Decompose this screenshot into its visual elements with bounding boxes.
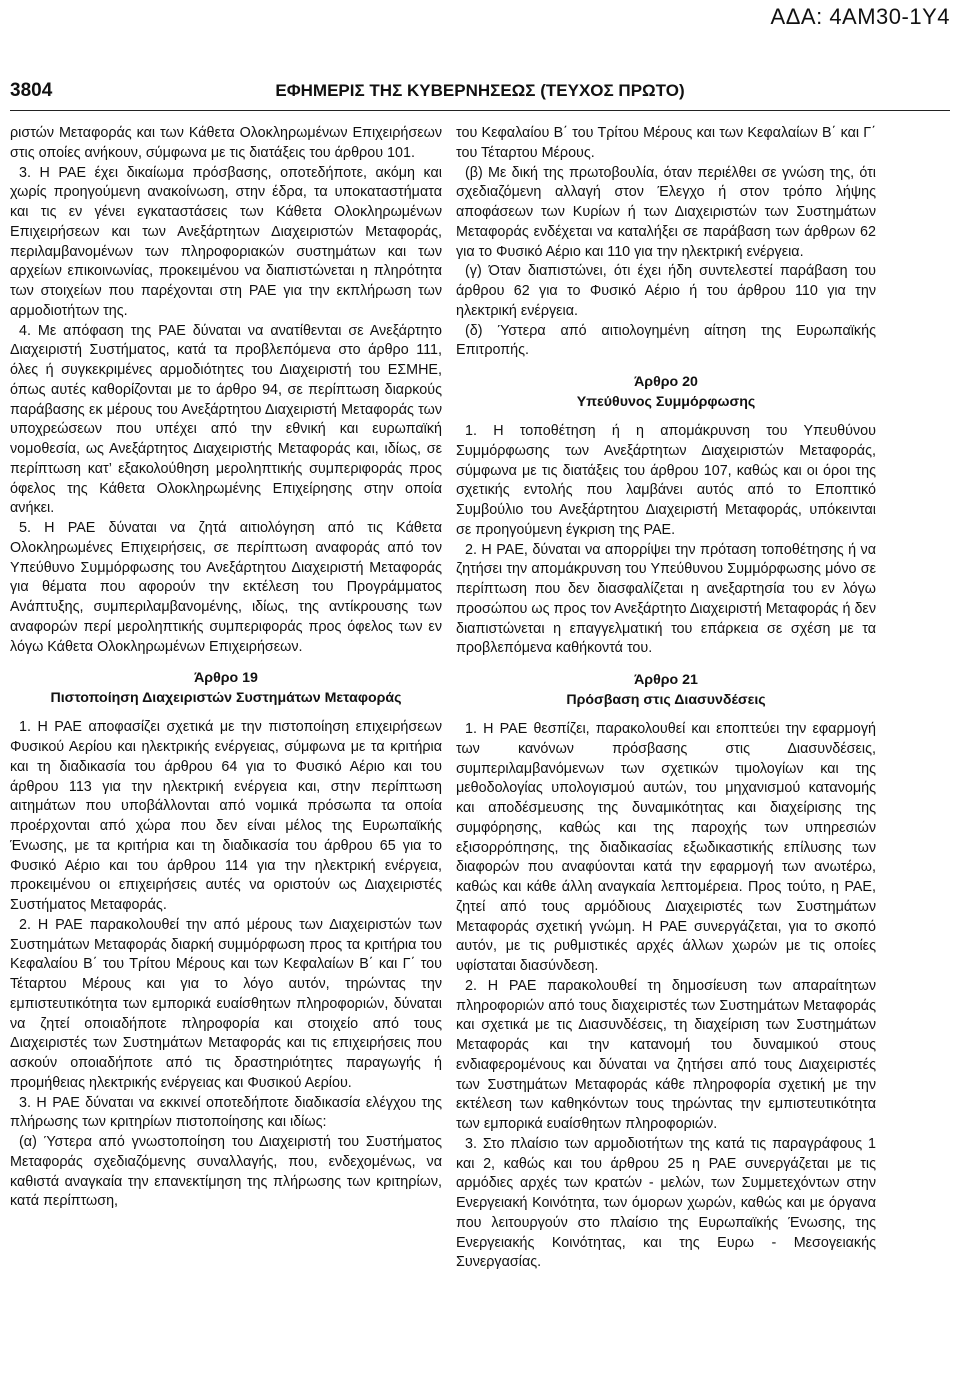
paragraph-4: 4. Με απόφαση της ΡΑΕ δύναται να ανατίθενται σε Ανεξάρτητο Διαχειριστή Συστήματος, κατά τα προβλεπόμενα στο άρθρο 111, όλες ή συγκεκριμένες αρμοδιότητες του Διαχειριστή του ΕΣΜΗΕ, όπως αυτές καθορίζονται με το άρθρο 94, σε περίπτωση διαρκούς παράβασης εκ μέρους του Ανεξάρτητου Διαχειριστή Μεταφοράς των υποχρεώσεων που υπέχει από την εθνική και ευρωπαϊκή νομοθεσία, ως Ανεξάρτητος Διαχειριστής Μεταφοράς και, ιδίως, σε περίπτωση κατ’ εξακολούθηση μεροληπτικής συμπεριφοράς προς όφελος της Κάθετα Ολοκληρωμένης Επιχείρησης στην οποία ανήκει. bbox=[10, 322, 442, 517]
paragraph-continuation-right: του Κεφαλαίου Β΄ του Τρίτου Μέρους και των Κεφαλαίων Β΄ και Γ΄ του Τέταρτου Μέρους. bbox=[456, 125, 876, 161]
article-19-paragraph-2: 2. Η ΡΑΕ παρακολουθεί την από μέρους των Διαχειριστών των Συστημάτων Μεταφοράς διαρκή συμμόρφωση προς τα κριτήρια του Κεφαλαίου Β΄ του Τρίτου Μέρους και των Κεφαλαίων Β΄ και Γ΄ του Τέταρτου Μέρους και για το λόγο αυτόν, τηρώντας την εμπιστευτικότητα των εμπορικά ευαίσθητων πληροφοριών, δύναται να ζητεί οποιαδήποτε πληροφορία και στοιχείο από τους Διαχειριστές των Συστημάτων Μεταφοράς και τις επιχειρήσεις που ασκούν οποιαδήποτε από τις δραστηριότητες παραγωγής ή προμήθειας ηλεκτρικής ενέργειας και Φυσικού Αερίου. bbox=[10, 916, 442, 1091]
paragraph-3: 3. Η ΡΑΕ έχει δικαίωμα πρόσβασης, οποτεδήποτε, ακόμη και χωρίς προηγούμενη ανακοίνωση, στην έδρα, τα υποκαταστήματα και τις εν γένει εγκαταστάσεις των Κάθετα Ολοκληρωμένων Επιχειρήσεων και των Ανεξάρτητων Διαχειριστών Μεταφοράς, περιλαμβανομένων των πληροφοριακών συστημάτων και των αρχείων επικοινωνίας, προκειμένου να διαπιστώνεται η πληρότητα των στοιχείων που παρέχονται στη ΡΑΕ για την εκπλήρωση των αρμοδιοτήτων της. bbox=[10, 164, 442, 319]
article-21-paragraph-2: 2. Η ΡΑΕ παρακολουθεί τη δημοσίευση των απαραίτητων πληροφοριών από τους διαχειριστές των Συστημάτων Μεταφοράς και σχετικά με τις Διασυνδέσεις, τη διαχείριση των Συστημάτων Μεταφοράς και την κατανομή του δυναμικού στους ενδιαφερομένους και δύναται να ζητήσει από τους Διαχειριστές των Συστημάτων Μεταφοράς κάθε πληροφορία σχετική με την εκτέλεση των καθηκόντων τους τηρώντας την εμπιστευτικότητα των εμπορικά ευαίσθητων πληροφοριών. bbox=[456, 977, 876, 1132]
article-19-label: Άρθρο 19 bbox=[194, 670, 258, 687]
article-21-paragraph-3: 3. Στο πλαίσιο των αρμοδιοτήτων της κατά τις παραγράφους 1 και 2, καθώς και του άρθρου 25 η ΡΑΕ συνεργάζεται με τις αρμόδιες αρχές των κρατών - μελών, των Συμμετεχόντων στην Ενεργειακή Κοινότητα, των όμορων χωρών, καθώς και με όργανα που λειτουργούν στο πλαίσιο της Ευρωπαϊκής Ένωσης, της Ενεργειακής Κοινότητας, και της Ευρω - Μεσογειακής Συνεργασίας. bbox=[456, 1135, 876, 1271]
article-19-title: Πιστοποίηση Διαχειριστών Συστημάτων Μεταφοράς bbox=[50, 689, 402, 706]
right-column bbox=[456, 124, 876, 1273]
paragraph-b: (β) Με δική της πρωτοβουλία, όταν περιέλθει σε γνώση της, ότι σχεδιαζόμενη αλλαγή στον Έλεγχο ή στον τρόπο λήψης αποφάσεων των Κυρίων ή των Διαχειριστών των Συστημάτων Μεταφοράς ενδέχεται να καταλήξει σε παράβαση των άρθρων 62 για το Φυσικό Αέριο και 110 για την ηλεκτρική ενέργεια. bbox=[456, 164, 876, 260]
article-19-paragraph-3: 3. Η ΡΑΕ δύναται να εκκινεί οποτεδήποτε διαδικασία ελέγχου της πλήρωσης των κριτηρίων πιστοποίησης και ιδίως: bbox=[10, 1094, 442, 1131]
left-column bbox=[10, 124, 442, 1212]
article-21-label: Άρθρο 21 bbox=[634, 672, 698, 688]
article-21-paragraph-1: 1. Η ΡΑΕ θεσπίζει, παρακολουθεί και εποπτεύει την εφαρμογή των κανόνων πρόσβασης στις Διασυνδέσεις, συμπεριλαμβανόμενων των σχετικών τιμολογίων και της μεθοδολογίας υπολογισμού αυτών, του μηχανισμού κατανομής και αποδέσμευσης της δυναμικότητας και διαχείρισης της συμφόρησης, καθώς και της παροχής των υπηρεσιών εξισορρόπησης, της διαδικασίας εξωδικαστικής επίλυσης των διαφορών που αναφύονται κατά την εφαρμογή των ανωτέρω, καθώς και κάθε άλλη αναγκαία λεπτομέρεια. Προς τούτο, η ΡΑΕ, ζητεί από τους αρμόδιους Διαχειριστές των Συστημάτων Μεταφοράς σχετική γνώμη. Η ΡΑΕ συνεργάζεται, για το σκοπό αυτόν, με τις ρυθμιστικές αρχές άλλων χωρών με τις οποίες υφίσταται διασύνδεση. bbox=[456, 721, 876, 974]
article-21-title: Πρόσβαση στις Διασυνδέσεις bbox=[566, 691, 766, 708]
article-20-title: Υπεύθυνος Συμμόρφωσης bbox=[576, 393, 756, 410]
article-19-paragraph-1: 1. Η ΡΑΕ αποφασίζει σχετικά με την πιστοποίηση επιχειρήσεων Φυσικού Αερίου και ηλεκτρικής ενέργειας, σύμφωνα με τα κριτήρια και τη διαδικασία του άρθρου 64 για το Φυσικό Αέριο και του άρθρου 113 για την ηλεκτρική ενέργεια και, στην περίπτωση αιτημάτων που υποβάλλονται από νομικά πρόσωπα τα οποία προέρχονται από χώρα που δεν είναι μέλος της Ευρωπαϊκής Ένωσης, με τα κριτήρια και τη διαδικασία του άρθρου 65 για το Φυσικό Αέριο και του άρθρου 114 για την ηλεκτρική ενέργεια, προκειμένου οι επιχειρήσεις αυτές να οριστούν ως Διαχειριστές Συστήματος Μεταφοράς. bbox=[10, 719, 442, 913]
article-20-label: Άρθρο 20 bbox=[634, 374, 698, 390]
article-20-paragraph-2: 2. Η ΡΑΕ, δύναται να απορρίψει την πρόταση τοποθέτησης ή να ζητήσει την απομάκρυνση του Υπεύθυνου Συμμόρφωσης μόνο σε περίπτωση που δεν διασφαλίζεται η ανεξαρτησία του εν λόγω προσώπου ως προς τον Ανεξάρτητο Διαχειριστή Μεταφοράς ή δεν διαπιστώνεται η επαγγελματική του επάρκεια σε σχέση με τα προβλεπόμενα καθήκοντά του. bbox=[456, 541, 876, 657]
gazette-title: ΕΦΗΜΕΡΙΣ ΤΗΣ ΚΥΒΕΡΝΗΣΕΩΣ (ΤΕΥΧΟΣ ΠΡΩΤΟ) bbox=[275, 81, 685, 100]
article-19-paragraph-3a: (α) Ύστερα από γνωστοποίηση του Διαχειριστή του Συστήματος Μεταφοράς σχεδιαζόμενης συναλλαγής, που, ενδεχομένως, να καθιστά αναγκαία την επανεκτίμηση της πλήρωσης των κριτηρίων, κατά περίπτωση, bbox=[10, 1134, 442, 1210]
paragraph-d: (δ) Ύστερα από αιτιολογημένη αίτηση της Ευρωπαϊκής Επιτροπής. bbox=[456, 322, 876, 359]
paragraph-5: 5. Η ΡΑΕ δύναται να ζητά αιτιολόγηση από τις Κάθετα Ολοκληρωμένες Επιχειρήσεις, σε περίπτωση αναφοράς από τον Υπεύθυνο Συμμόρφωσης του Ανεξάρτητου Διαχειριστή Μεταφοράς για θέματα που αφορούν την εκτέλεση του Προγράμματος Ανάπτυξης, συμπεριλαμβανομένης, ιδίως, της αντίκρουσης των αναφορών περί μεροληπτικής συμπεριφοράς προς όφελος των εν λόγω Κάθετα Ολοκληρωμένων Επιχειρήσεων. bbox=[10, 520, 442, 655]
ada-watermark: ΑΔΑ: 4ΑΜ30-1Υ4 bbox=[770, 4, 950, 29]
header-rule bbox=[10, 110, 950, 111]
paragraph-continuation: ριστών Μεταφοράς και των Κάθετα Ολοκληρωμένων Επιχειρήσεων στις οποίες ανήκουν, σύμφωνα με τις διατάξεις του άρθρου 101. bbox=[10, 125, 442, 161]
article-20-paragraph-1: 1. Η τοποθέτηση ή η απομάκρυνση του Υπευθύνου Συμμόρφωσης των Ανεξάρτητων Διαχειριστών Μεταφοράς, σύμφωνα με τις διατάξεις του άρθρου 107, καθώς και οι όροι της σχετικής εντολής που λαμβάνει αυτός από το Εποπτικό Συμβούλιο του Ανεξάρτητου Διαχειριστή Μεταφοράς, υπόκεινται σε προηγούμενη έγκριση της ΡΑΕ. bbox=[456, 423, 876, 538]
paragraph-c: (γ) Όταν διαπιστώνει, ότι έχει ήδη συντελεστεί παράβαση του άρθρου 62 για το Φυσικό Αέριο ή του άρθρου 110 για την ηλεκτρική ενέργεια. bbox=[456, 263, 876, 319]
page-number: 3804 bbox=[10, 80, 53, 101]
